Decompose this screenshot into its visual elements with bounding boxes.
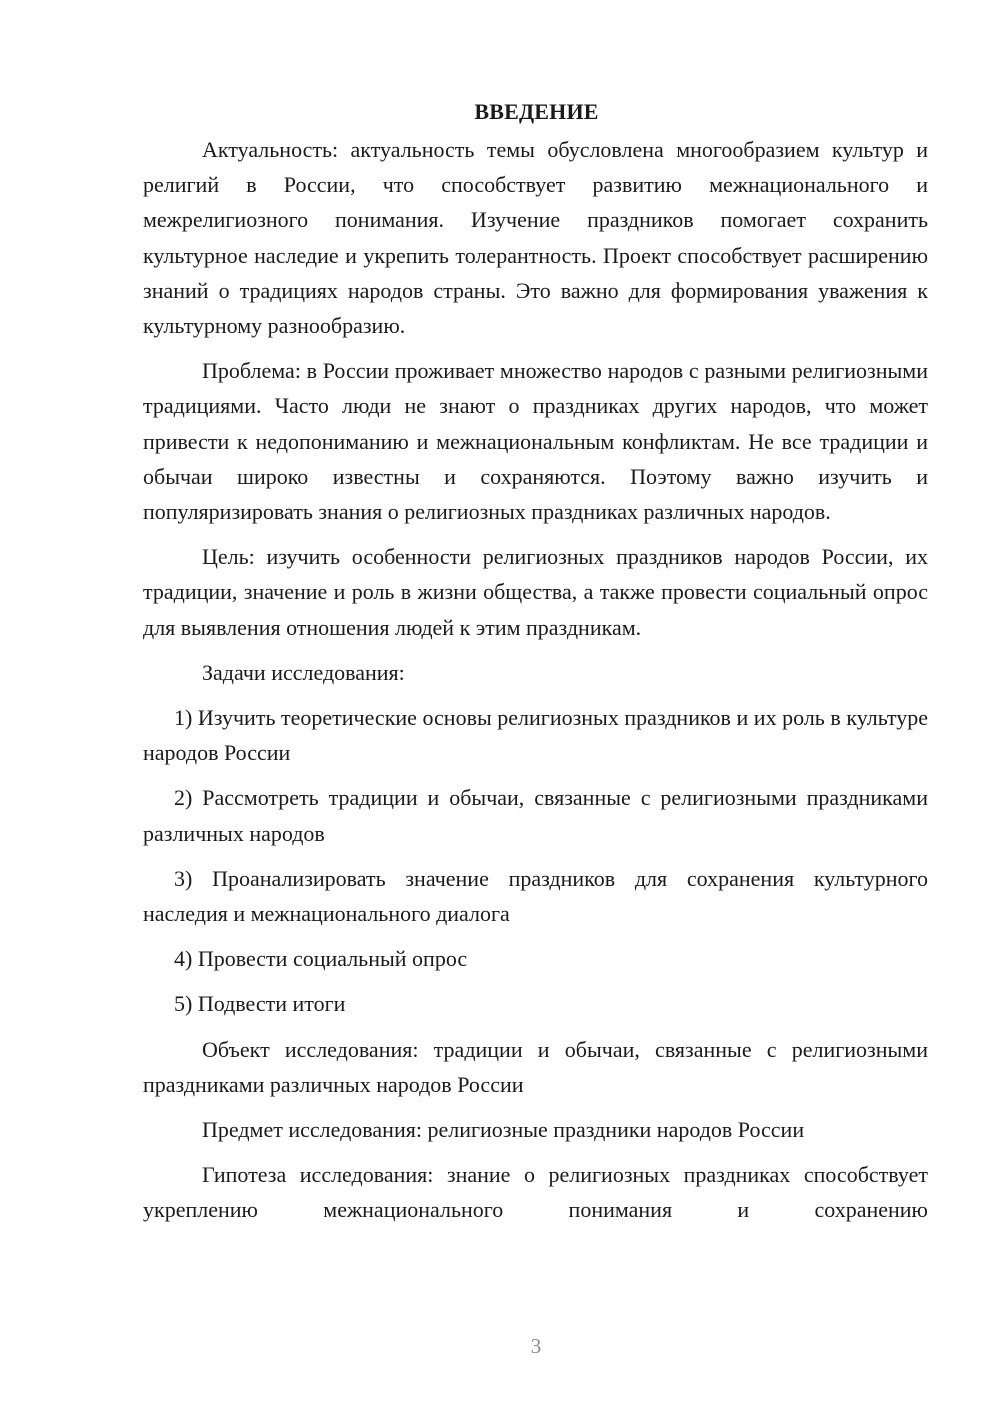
task-item-5: 5) Подвести итоги (174, 991, 346, 1017)
page-body (143, 92, 928, 1228)
paragraph-tasks-heading: Задачи исследования: (202, 659, 405, 685)
task-item-1: 1) Изучить теоретические основы религиозных праздников и их роль в культуре народов России (143, 705, 928, 766)
paragraph-problem: Проблема: в России проживает множество народов с разными религиозными традициями. Часто люди не знают о праздниках других народов, что может привести к недопониманию и межнациональным конфликтам. Не все традиции и обычаи широко известны и сохраняются. Поэтому важно изучить и популяризировать знания о религиозных праздниках различных народов. (143, 358, 928, 525)
task-item-2: 2) Рассмотреть традиции и обычаи, связанные с религиозными праздниками различных народов (143, 785, 928, 846)
paragraph-relevance: Актуальность: актуальность темы обусловлена многообразием культур и религий в России, что способствует развитию межнационального и межрелигиозного понимания. Изучение праздников помогает сохранить культурное наследие и укрепить толерантность. Проект способствует расширению знаний о традициях народов страны. Это важно для формирования уважения к культурному разнообразию. (143, 137, 928, 339)
section-title: ВВЕДЕНИЕ (474, 99, 599, 124)
paragraph-object: Объект исследования: традиции и обычаи, связанные с религиозными праздниками различных народов России (143, 1036, 928, 1097)
task-item-3: 3) Проанализировать значение праздников для сохранения культурного наследия и межнационального диалога (143, 865, 928, 927)
page-number: 3 (530, 1334, 542, 1358)
paragraph-subject: Предмет исследования: религиозные праздники народов России (202, 1117, 805, 1143)
task-item-4: 4) Провести социальный опрос (174, 946, 468, 972)
paragraph-hypothesis: Гипотеза исследования: знание о религиозных праздниках способствует укреплению межнационального понимания и сохранению (143, 1162, 928, 1223)
paragraph-goal: Цель: изучить особенности религиозных праздников народов России, их традиции, значение и роль в жизни общества, а также провести социальный опрос для выявления отношения людей к этим праздникам. (143, 544, 928, 640)
